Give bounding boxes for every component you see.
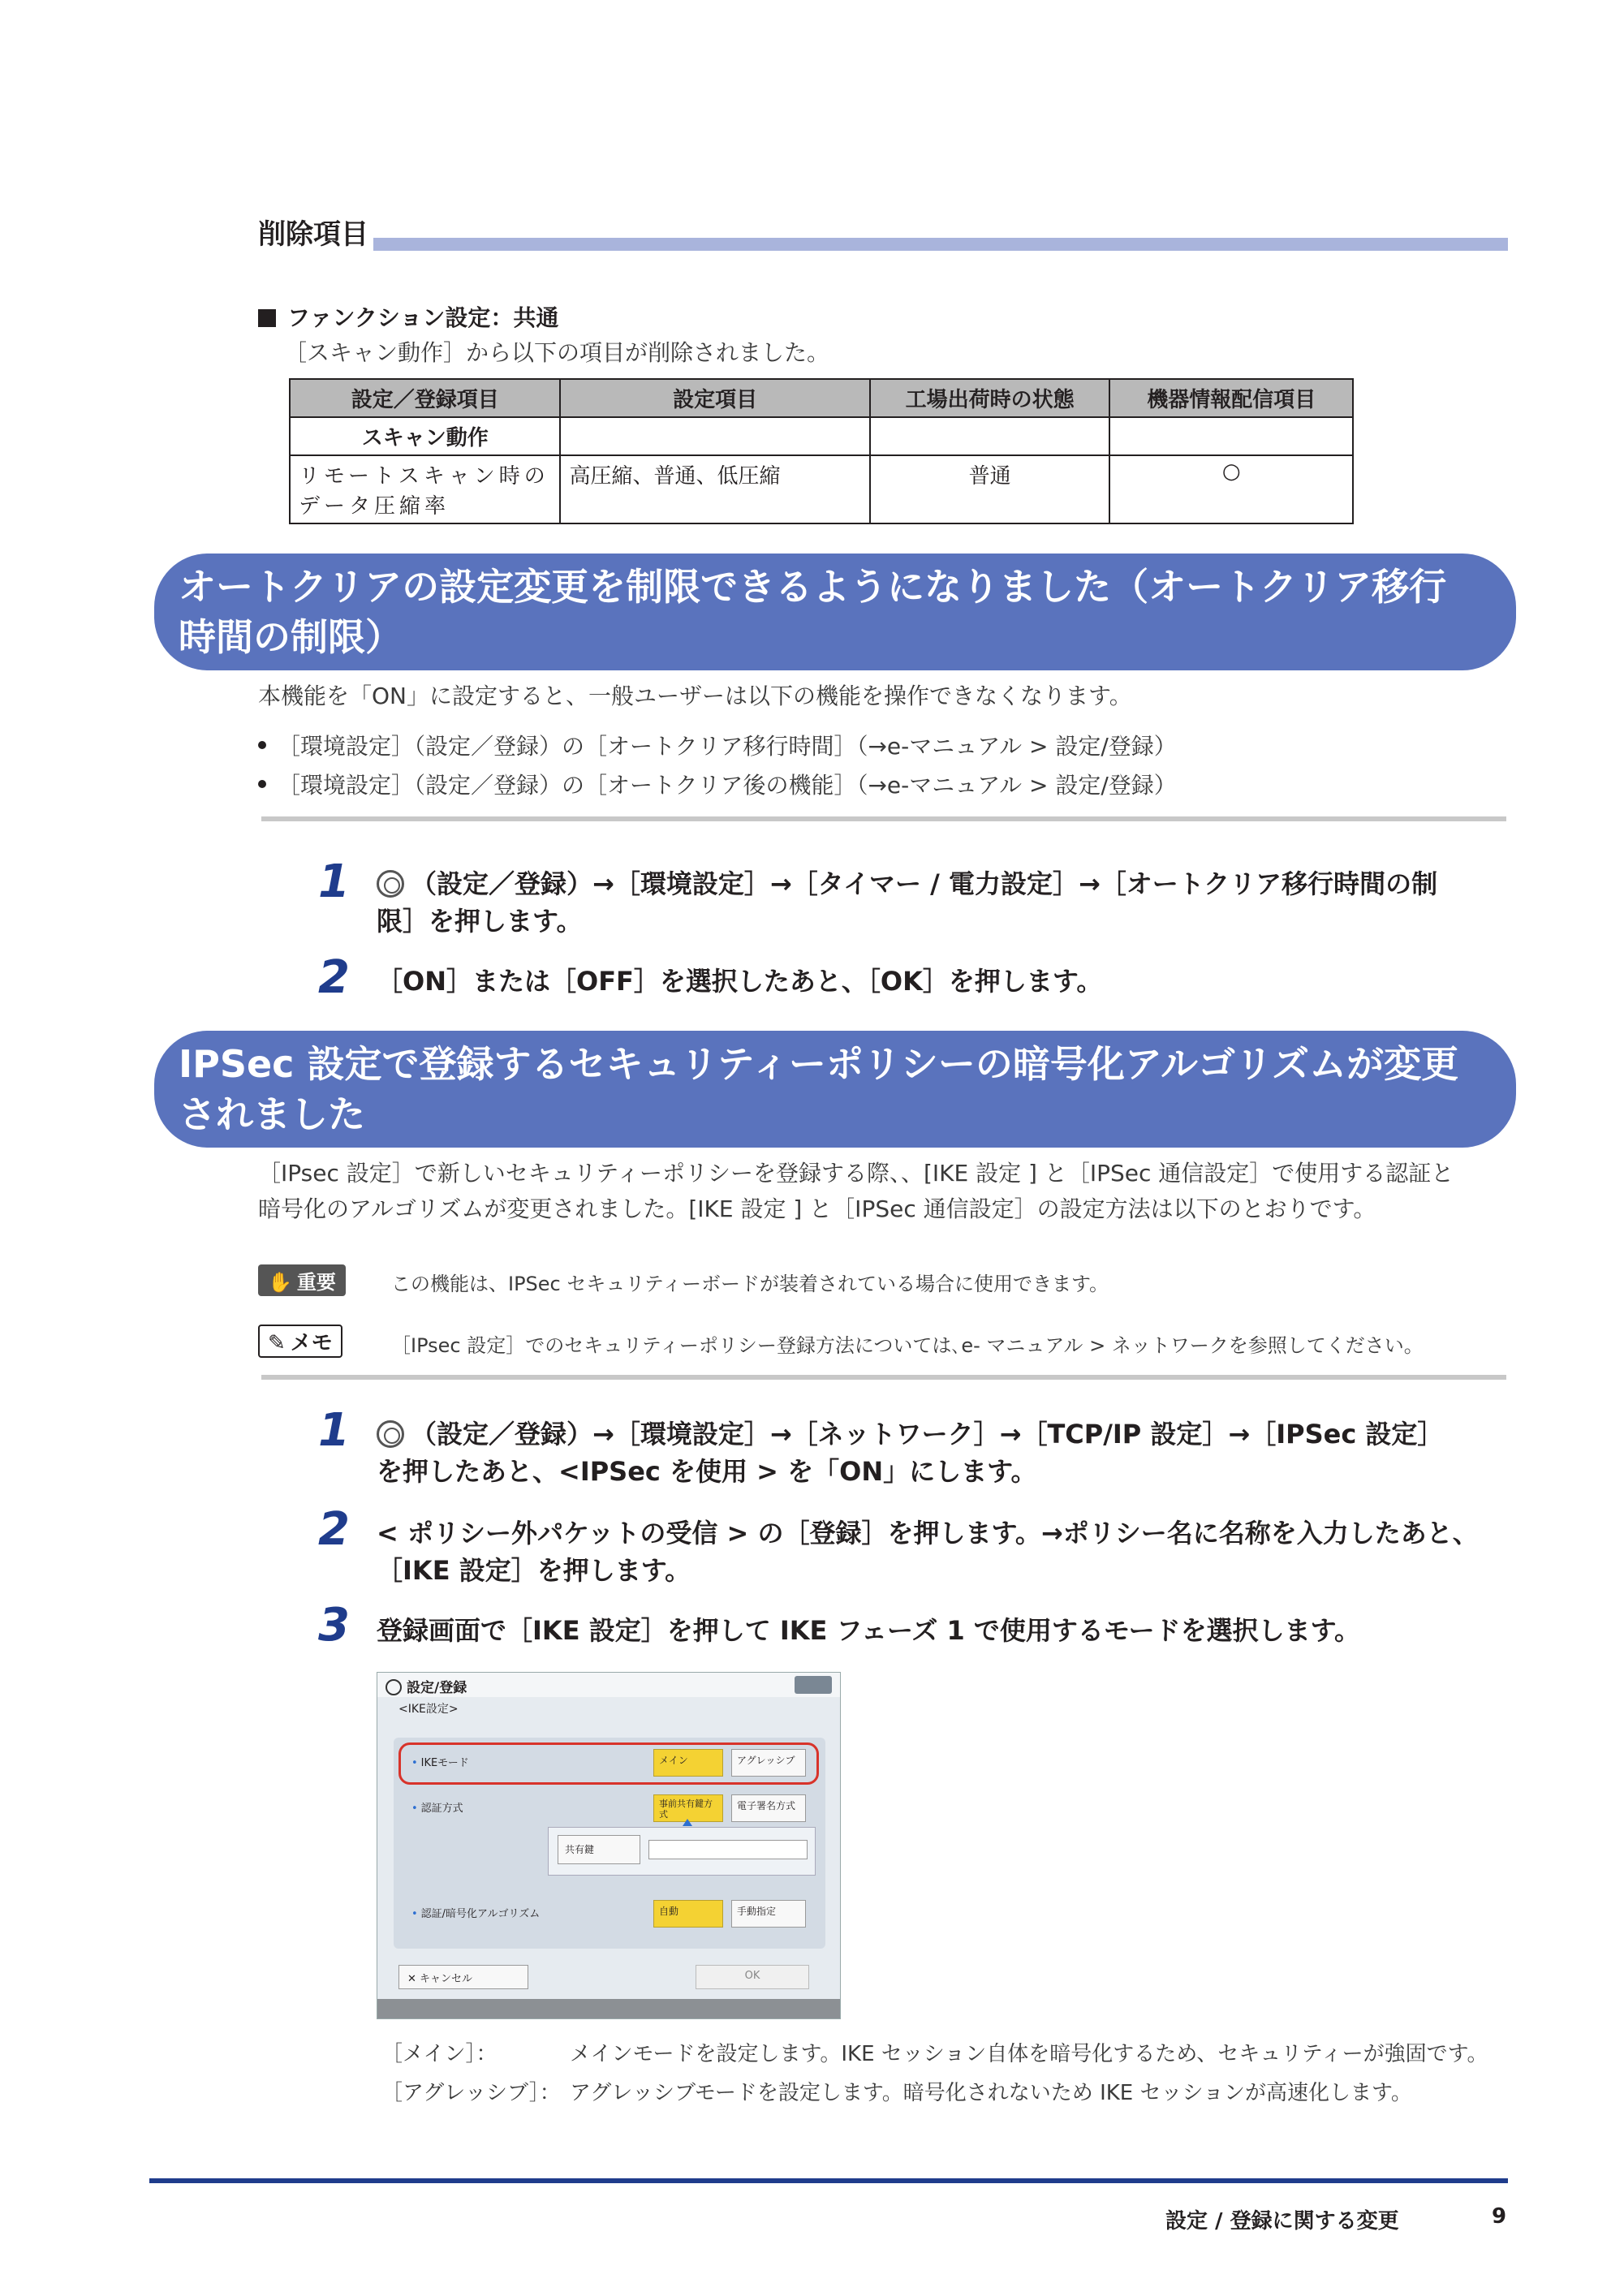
footer-section: 設定 / 登録に関する変更 — [1165, 2209, 1399, 2234]
pointer-arrow-icon — [683, 1819, 692, 1826]
manual-button[interactable]: 手動指定 — [731, 1900, 806, 1928]
list-item — [258, 729, 1177, 761]
table-header-row — [290, 379, 1353, 417]
ipsec-heading-line2: されました — [179, 1092, 365, 1136]
step-text: < ポリシー外パケットの受信 > の［登録］を押します。→ポリシー名に名称を入力したあと、 ［IKE 設定］を押します。 — [377, 1518, 1479, 1586]
definition-desc: アグレッシブモードを設定します。暗号化されないため IKE セッションが高速化します。 — [570, 2081, 1412, 2105]
algorithm-label: • 認証/暗号化アルゴリズム — [411, 1908, 541, 1920]
status-button[interactable] — [795, 1676, 832, 1694]
divider — [261, 816, 1506, 821]
subheading-text: ファンクション設定：共通 — [287, 304, 559, 331]
psk-button[interactable]: 事前共有鍵方式 — [653, 1794, 723, 1822]
screen-bottom-bar — [377, 1999, 840, 2018]
definition-term: ［アグレッシブ］： — [381, 2081, 561, 2105]
table-header: 設定項目 — [560, 379, 869, 417]
removed-items-table — [289, 378, 1354, 524]
dot-icon: • — [411, 1908, 418, 1920]
table-cell-delivery: ○ — [1109, 455, 1353, 523]
removed-heading: 削除項目 — [258, 216, 373, 253]
list-item-text: ［環境設定］（設定／登録）の［オートクリア後の機能］（→e-マニュアル > 設定/登録） — [278, 772, 1177, 799]
table-cell — [560, 417, 869, 455]
definition-desc: メインモードを設定します。IKE セッション自体を暗号化するため、セキュリティーが強固です。 — [570, 2042, 1488, 2066]
important-tag: ✋ 重要 — [258, 1264, 346, 1296]
shared-key-button[interactable]: 共有鍵 — [558, 1835, 640, 1864]
ok-button[interactable]: OK — [696, 1965, 809, 1989]
table-cell-default: 普通 — [870, 455, 1110, 523]
step-text: （設定／登録）→［環境設定］→［タイマー / 電力設定］→［オートクリア移行時間の制 限］を押します。 — [377, 868, 1438, 937]
important-note — [258, 1264, 346, 1296]
memo-text: ［IPsec 設定］でのセキュリティーポリシー登録方法については､e- マニュアル > ネットワークを参照してください。 — [391, 1334, 1424, 1357]
section-heading-removed — [258, 216, 1508, 253]
divider — [261, 1375, 1506, 1380]
step-number: 2 — [318, 951, 350, 1004]
step-number: 1 — [318, 1404, 350, 1457]
table-cell — [870, 417, 1110, 455]
step-text: ［ON］または［OFF］を選択したあと、［OK］を押します。 — [377, 966, 1103, 997]
definition-row — [381, 2037, 1488, 2067]
table-cell — [1109, 417, 1353, 455]
ike-mode-label: • IKEモード — [411, 1757, 469, 1769]
square-bullet-icon — [258, 309, 276, 327]
step-number: 2 — [318, 1503, 350, 1556]
screen-titlebar: 設定/登録 — [377, 1673, 840, 1697]
table-cell-setting: 高圧縮、普通、低圧縮 — [560, 455, 869, 523]
important-text: この機能は、IPSec セキュリティーボードが装着されている場合に使用できます。 — [391, 1273, 1109, 1295]
memo-tag: ✎ メモ — [258, 1325, 342, 1358]
step-text: 登録画面で［IKE 設定］を押して IKE フェーズ 1 で使用するモードを選択します。 — [377, 1615, 1361, 1646]
ipsec-heading-line1: IPSec 設定で登録するセキュリティーポリシーの暗号化アルゴリズムが変更 — [179, 1042, 1459, 1086]
memo-note — [258, 1325, 342, 1358]
bullet-icon — [258, 780, 266, 788]
cancel-button[interactable]: ✕ キャンセル — [398, 1965, 528, 1989]
settings-home-icon — [377, 870, 404, 898]
list-item — [258, 768, 1177, 800]
digital-signature-button[interactable]: 電子署名方式 — [731, 1794, 806, 1822]
ipsec-paragraph: ［IPsec 設定］で新しいセキュリティーポリシーを登録する際、、[IKE 設定 ] と［IPSec 通信設定］で使用する認証と 暗号化のアルゴリズムが変更されました。[IKE 設定 ] と［IPSec 通信設定］の設定方法は以下のとおりです。 — [258, 1160, 1454, 1222]
hand-icon: ✋ — [268, 1271, 292, 1294]
bullet-icon — [258, 741, 266, 749]
table-group-cell: スキャン動作 — [290, 417, 560, 455]
ipsec-heading — [154, 1031, 1516, 1148]
auto-button[interactable]: 自動 — [653, 1900, 723, 1928]
page-number: 9 — [1492, 2204, 1507, 2229]
autoclear-description: 本機能を「ON」に設定すると、一般ユーザーは以下の機能を操作できなくなります。 — [258, 683, 1132, 709]
auth-method-label: • 認証方式 — [411, 1803, 463, 1815]
dot-icon: • — [411, 1757, 418, 1769]
footer-rule — [149, 2178, 1508, 2183]
table-header: 機器情報配信項目 — [1109, 379, 1353, 417]
subheading-function-common — [258, 300, 558, 333]
list-item-text: ［環境設定］（設定／登録）の［オートクリア移行時間］（→e-マニュアル > 設定/登録） — [278, 733, 1177, 760]
table-header: 設定／登録項目 — [290, 379, 560, 417]
ike-settings-screenshot — [377, 1672, 841, 2019]
table-header: 工場出荷時の状態 — [870, 379, 1110, 417]
autoclear-heading-line1: オートクリアの設定変更を制限できるようになりました（オートクリア移行 — [179, 565, 1447, 609]
dot-icon: • — [411, 1803, 418, 1815]
removed-intro: ［スキャン動作］から以下の項目が削除されました。 — [284, 339, 830, 366]
aggressive-mode-button[interactable]: アグレッシブ — [731, 1749, 806, 1777]
step-text: （設定／登録）→［環境設定］→［ネットワーク］→［TCP/IP 設定］→［IPSec 設定］ を押したあと、<IPSec を使用 > を「ON」にします。 — [377, 1419, 1444, 1487]
settings-icon — [386, 1679, 402, 1695]
heading-underline-bar — [258, 238, 1508, 251]
screen-subtitle: <IKE設定> — [398, 1703, 459, 1716]
table-cell-item: リモートスキャン時のデータ圧縮率 — [290, 455, 560, 523]
table-row — [290, 455, 1353, 523]
definition-row — [381, 2076, 1412, 2106]
autoclear-heading-line2: 時間の制限） — [179, 615, 403, 659]
pencil-icon: ✎ — [268, 1331, 286, 1355]
step-number: 3 — [318, 1599, 350, 1652]
step-number: 1 — [318, 855, 350, 908]
shared-key-input[interactable] — [648, 1840, 808, 1859]
table-row — [290, 417, 1353, 455]
settings-home-icon — [377, 1420, 404, 1448]
definition-term: ［メイン］： — [381, 2042, 498, 2066]
close-icon: ✕ — [407, 1973, 416, 1985]
autoclear-heading — [154, 554, 1516, 670]
main-mode-button[interactable]: メイン — [653, 1749, 723, 1777]
